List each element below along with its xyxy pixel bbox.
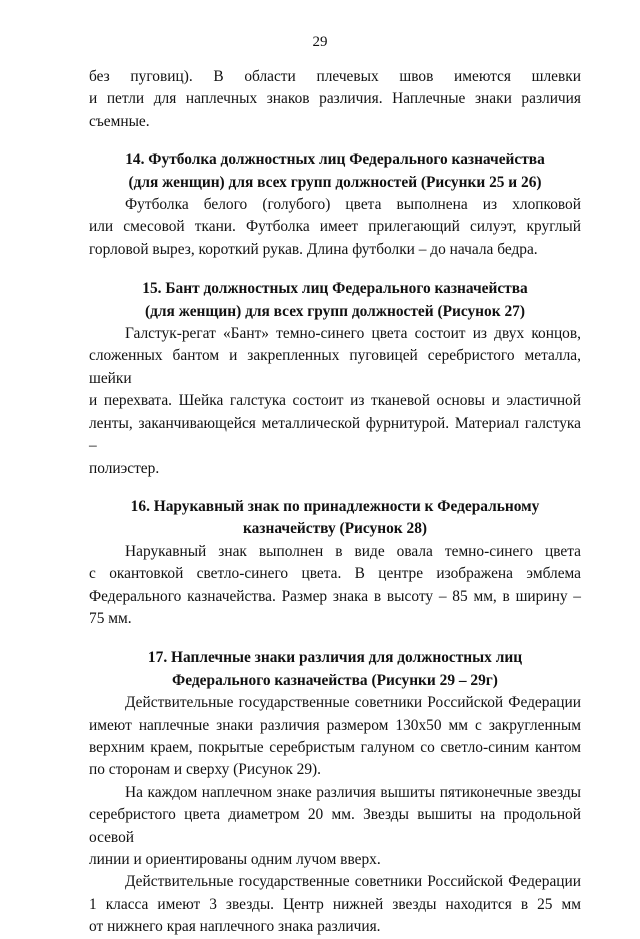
- section-heading: 17. Наплечные знаки различия для должностных лиц: [147, 649, 523, 667]
- text-line: Галстук-регат «Бант» темно-синего цвета состоит из двух концов,: [125, 325, 581, 343]
- text-line: серебристого цвета диаметром 20 мм. Звезды вышиты на продольной осевой: [89, 806, 581, 846]
- text-line: Федерального казначейства. Размер знака в высоту – 85 мм, в ширину –: [89, 587, 581, 605]
- text-line: Футболка белого (голубого) цвета выполнена из хлопковой: [125, 196, 581, 214]
- text-line: и петли для наплечных знаков различия. Наплечные знаки различия: [89, 90, 581, 108]
- text-line: Действительные государственные советники Российской Федерации: [125, 873, 581, 891]
- text-line: по сторонам и сверху (Рисунок 29).: [89, 761, 322, 779]
- text-line: Нарукавный знак выполнен в виде овала темно-синего цвета: [125, 542, 581, 560]
- section-heading: (для женщин) для всех групп должностей (Рисунок 27): [145, 302, 525, 320]
- text-line: полиэстер.: [89, 459, 160, 477]
- section-heading: 15. Бант должностных лиц Федерального казначейства: [142, 280, 528, 298]
- section-heading: 14. Футболка должностных лиц Федерального казначейства: [125, 151, 545, 169]
- text-line: и перехвата. Шейка галстука состоит из тканевой основы и эластичной: [89, 392, 581, 410]
- text-line: от нижнего края наплечного знака различия.: [89, 918, 381, 936]
- paragraph-continuation: [89, 66, 581, 133]
- section-heading: 16. Нарукавный знак по принадлежности к Федеральному: [130, 497, 540, 515]
- text-line: верхним краем, покрытые серебристым галуном со светло-синим кантом: [89, 738, 581, 756]
- section-heading: (для женщин) для всех групп должностей (Рисунки 25 и 26): [128, 173, 542, 191]
- section-heading: казначейству (Рисунок 28): [242, 520, 428, 538]
- text-line: ленты, заканчивающейся металлической фурнитурой. Материал галстука –: [89, 414, 581, 455]
- text-line: 1 класса имеют 3 звезды. Центр нижней звезды находится в 25 мм: [89, 895, 581, 913]
- section-heading: Федерального казначейства (Рисунки 29 – 29г): [172, 671, 498, 689]
- section-17: [89, 647, 581, 938]
- text-line: линии и ориентированы одним лучом вверх.: [89, 851, 381, 868]
- section-14: [89, 149, 581, 261]
- page-body: [89, 66, 581, 939]
- text-line: горловой вырез, короткий рукав. Длина футболки – до начала бедра.: [89, 240, 538, 258]
- text-line: 75 мм.: [89, 609, 132, 627]
- text-line: сложенных бантом и закрепленных пуговицей серебристого металла, шейки: [89, 347, 581, 387]
- text-line: съемные.: [89, 112, 150, 130]
- text-line: с окантовкой светло-синего цвета. В центре изображена эмблема: [89, 565, 581, 583]
- section-15: [89, 278, 581, 480]
- page-number: 29: [312, 34, 328, 50]
- text-line: или смесовой ткани. Футболка имеет прилегающий силуэт, круглый: [89, 218, 581, 236]
- text-line: без пуговиц). В области плечевых швов имеются шлевки: [89, 68, 581, 85]
- text-line: На каждом наплечном знаке различия вышиты пятиконечные звезды: [125, 783, 581, 801]
- section-16: [89, 496, 581, 630]
- text-line: Действительные государственные советники Российской Федерации: [125, 694, 581, 712]
- text-line: имеют наплечные знаки различия размером 130х50 мм с закругленным: [89, 716, 581, 734]
